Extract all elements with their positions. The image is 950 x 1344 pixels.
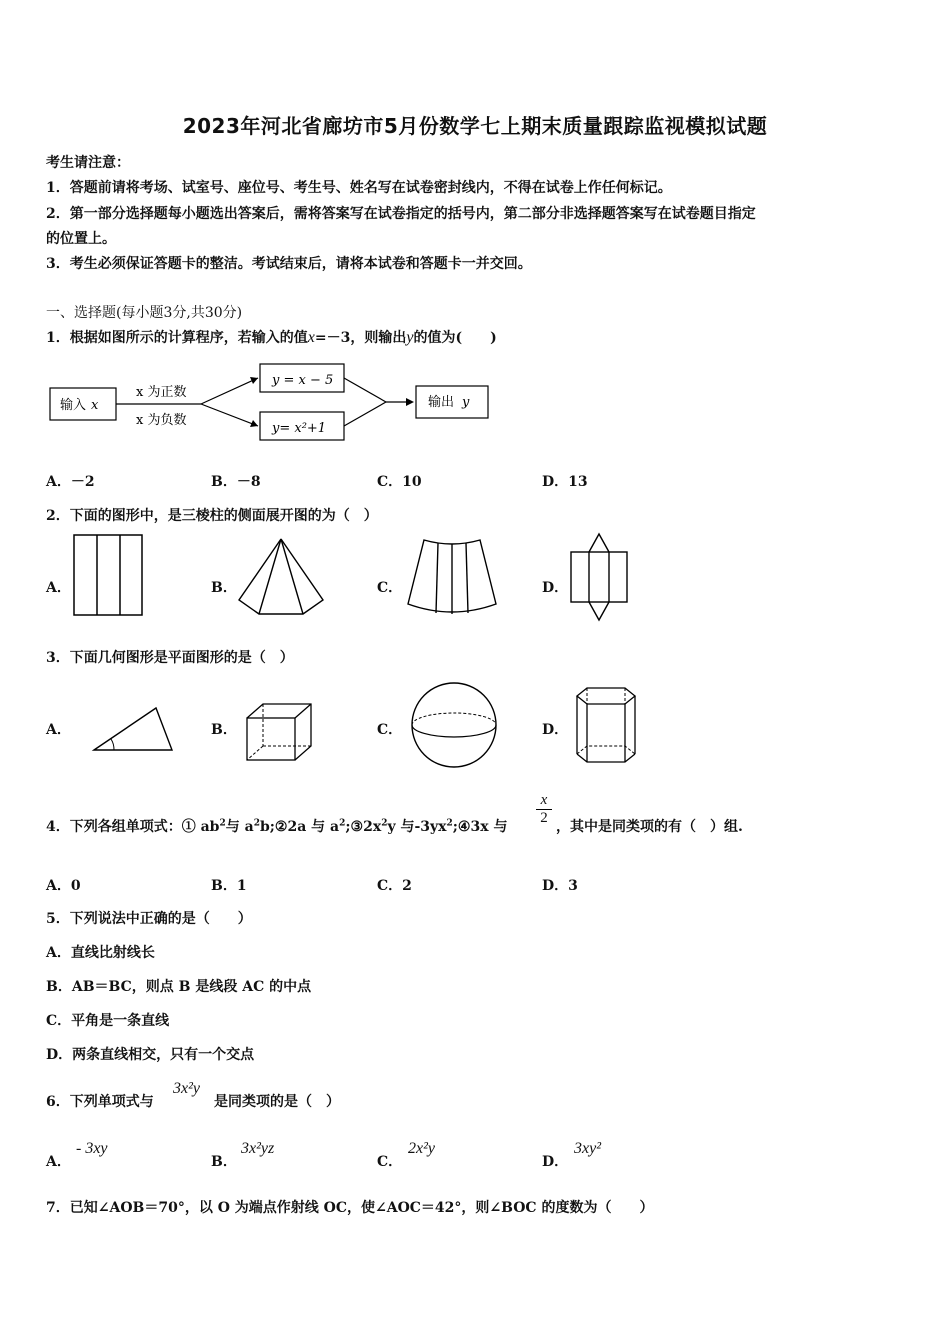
option-b-label: B． [211, 722, 237, 738]
option-b-label: B． [211, 1154, 237, 1170]
flow-box-positive: y = x − 5 [272, 373, 334, 388]
flow-box-negative: y= x²+1 [272, 421, 327, 436]
question-6-expr: 3x²y [173, 1080, 200, 1097]
notice-item: 1．答题前请将考场、试室号、座位号、考生号、姓名写在试卷密封线内，不得在试卷上作任何标记。 [46, 180, 672, 196]
flow-cond-positive: x 为正数 [136, 385, 187, 400]
question-6-stem: 6．下列单项式与 [46, 1094, 154, 1110]
option-d: D．两条直线相交，只有一个交点 [46, 1047, 255, 1063]
option-d-label: D． [542, 1154, 569, 1170]
flow-input-label: 输入 [60, 398, 87, 413]
question-3-stem: 3．下面几何图形是平面图形的是（ ） [46, 650, 294, 666]
option-d-label: D． [542, 722, 569, 738]
question-7-stem: 7．已知∠AOB＝70°，以 O 为端点作射线 OC，使∠AOC＝42°，则∠BOC 的度数为（ ） [46, 1200, 654, 1216]
question-5-stem: 5．下列说法中正确的是（ ） [46, 911, 252, 927]
question-6-stem-tail: 是同类项的是（ ） [214, 1094, 340, 1110]
option-b: B．AB＝BC，则点 B 是线段 AC 的中点 [46, 979, 312, 995]
option-b-label: B． [211, 580, 237, 596]
option-a-label: A． [46, 580, 71, 596]
option-a: A．直线比射线长 [46, 945, 155, 961]
figure-three-rectangles [73, 534, 145, 618]
option-d-label: D． [542, 580, 569, 596]
flow-cond-negative: x 为负数 [136, 413, 187, 428]
option-a-label: A． [46, 722, 71, 738]
notice-item: 3．考生必须保证答题卡的整洁。考试结束后，请将本试卷和答题卡一并交回。 [46, 256, 532, 272]
option-a: A．0 [46, 878, 81, 894]
option-c-expr: 2x²y [408, 1140, 435, 1157]
option-c-label: C． [377, 1154, 403, 1170]
option-b: B．1 [211, 878, 247, 894]
flow-input-var: x [91, 398, 99, 413]
figure-triangle [92, 704, 174, 754]
flowchart-diagram [46, 358, 496, 448]
question-4-stem-tail: ，其中是同类项的有（ ）组. [556, 819, 743, 835]
figure-hexagonal-prism [573, 686, 639, 766]
figure-prism-net [569, 532, 629, 622]
option-c-label: C． [377, 722, 403, 738]
option-d-expr: 3xy² [574, 1140, 601, 1157]
option-a: A．－2 [46, 474, 95, 490]
figure-cube [243, 702, 315, 762]
option-c: C．平角是一条直线 [46, 1013, 170, 1029]
option-c-label: C． [377, 580, 403, 596]
option-b-expr: 3x²yz [241, 1140, 275, 1157]
option-c: C．10 [377, 474, 422, 490]
notice-heading: 考生请注意： [46, 155, 130, 171]
notice-item: 2．第一部分选择题每小题选出答案后，需将答案写在试卷指定的括号内，第二部分非选择题答案写在试卷题目指定 [46, 206, 756, 222]
notice-item: 的位置上。 [46, 231, 116, 247]
fraction-x-over-2: x 2 [536, 792, 552, 827]
option-a-label: A． [46, 1154, 71, 1170]
option-d: D．3 [542, 878, 578, 894]
option-a-expr: - 3xy [76, 1140, 108, 1157]
flow-output-label: 输出 [428, 395, 455, 410]
option-d: D．13 [542, 474, 588, 490]
section-heading: 一、选择题(每小题3分,共30分) [46, 305, 243, 321]
question-2-stem: 2．下面的图形中，是三棱柱的侧面展开图的为（ ） [46, 508, 378, 524]
option-c: C．2 [377, 878, 412, 894]
figure-pyramid-net [237, 538, 325, 616]
question-1-stem: 1．根据如图所示的计算程序，若输入的值x=－3，则输出y的值为( ) [46, 329, 497, 346]
page-title: 2023年河北省廊坊市5月份数学七上期末质量跟踪监视模拟试题 [182, 114, 768, 138]
flow-output-var: y [462, 395, 470, 410]
question-4-stem: 4．下列各组单项式：① $ab^2$与 $a^2b;②2a$ 与 $a^2;③2x^2y$ 与$-3yx^2;④3x$ 与 [46, 818, 508, 835]
option-b: B．－8 [211, 474, 261, 490]
figure-sphere [408, 680, 500, 770]
figure-frustum-net [406, 538, 498, 616]
